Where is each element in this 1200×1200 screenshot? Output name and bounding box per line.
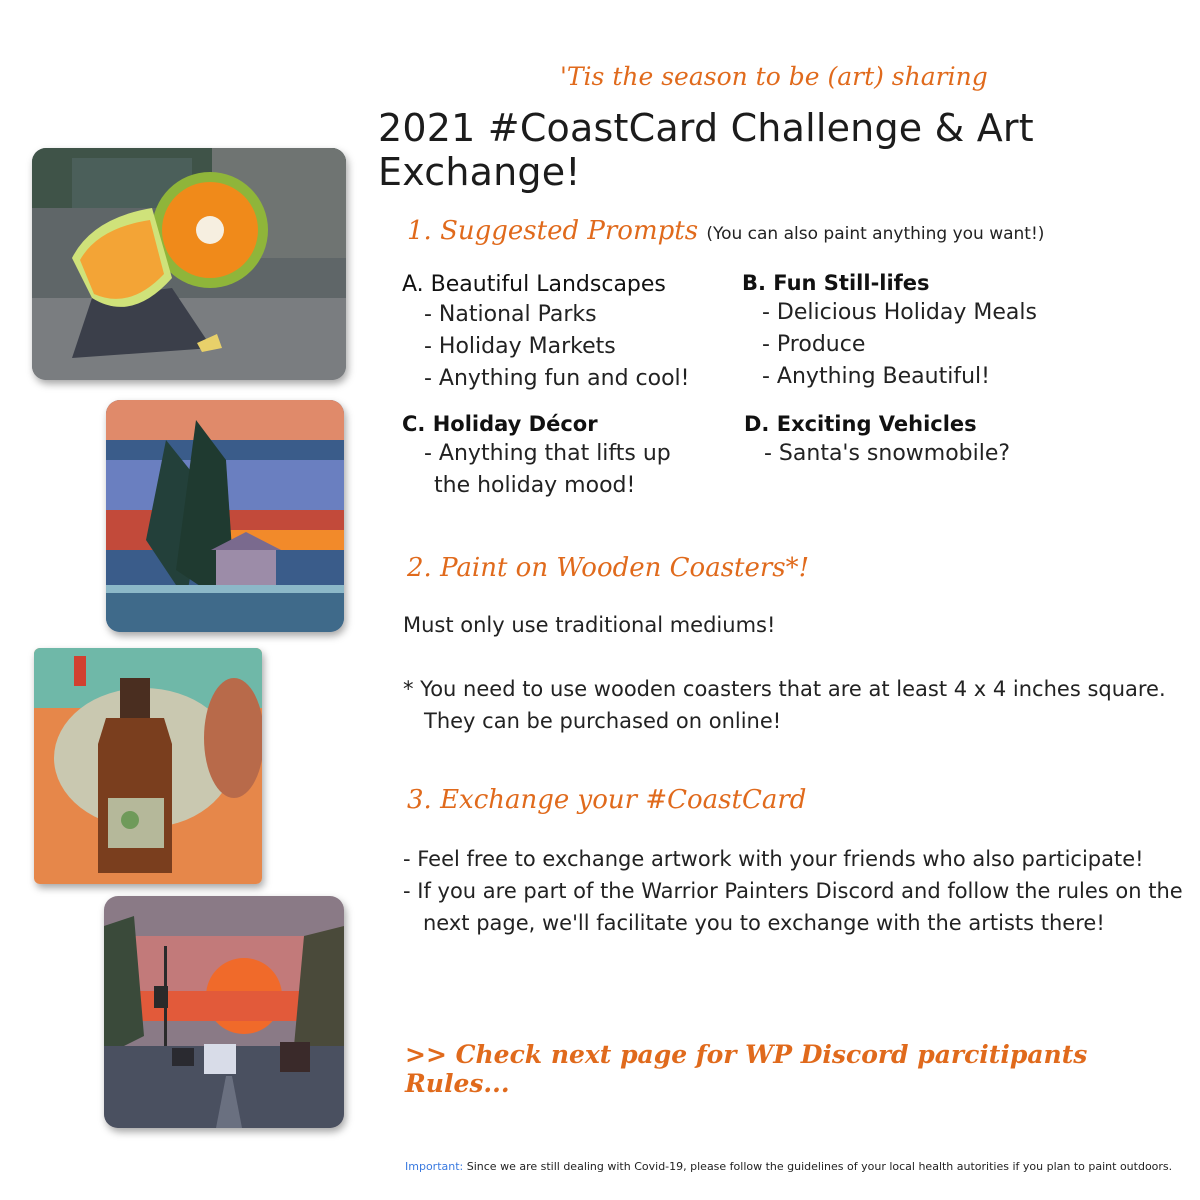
category-c-title: C. Holiday Décor — [402, 412, 598, 436]
footer-notice — [405, 1160, 1172, 1173]
section2-line1: Must only use traditional mediums! — [403, 613, 776, 637]
bottle-still-life-painting — [34, 648, 262, 884]
orange-slices-painting — [32, 148, 346, 380]
category-b-title: B. Fun Still-lifes — [742, 271, 930, 295]
coaster-orange-slices — [32, 148, 346, 380]
section1-heading — [407, 216, 1044, 246]
coaster-sunset-street — [104, 896, 344, 1128]
list-item: - National Parks — [424, 302, 597, 327]
section3-line3: next page, we'll facilitate you to exchange with the artists there! — [423, 911, 1105, 935]
category-a-title: A. Beautiful Landscapes — [402, 272, 666, 297]
list-item: - Anything Beautiful! — [762, 364, 990, 389]
list-item: - Holiday Markets — [424, 334, 616, 359]
category-b — [742, 271, 1037, 393]
category-d-title: D. Exciting Vehicles — [744, 412, 977, 436]
coaster-bottle-still-life — [34, 648, 262, 884]
section1-title: 1. Suggested Prompts — [407, 216, 699, 246]
list-item: - Anything fun and cool! — [424, 366, 690, 391]
coaster-sunset-trees — [106, 400, 344, 632]
section1-note: (You can also paint anything you want!) — [706, 224, 1045, 244]
footer-important-label: Important: — [405, 1160, 464, 1173]
category-a — [402, 272, 689, 395]
category-c — [402, 412, 671, 502]
page-title: 2021 #CoastCard Challenge & Art Exchange! — [378, 106, 1034, 194]
list-item: - Produce — [762, 332, 866, 357]
sunset-trees-painting — [106, 400, 344, 632]
list-item: - Santa's snowmobile? — [764, 441, 1011, 466]
section2-heading: 2. Paint on Wooden Coasters*! — [407, 553, 810, 583]
section3-line1: - Feel free to exchange artwork with your friends who also participate! — [403, 847, 1144, 871]
section2-line3: They can be purchased on online! — [424, 709, 782, 733]
section3-line2: - If you are part of the Warrior Painters Discord and follow the rules on the — [403, 879, 1183, 903]
section2-line2: * You need to use wooden coasters that are at least 4 x 4 inches square. — [403, 677, 1166, 701]
footer-text: Since we are still dealing with Covid-19, please follow the guidelines of your local health autorities if you plan to paint outdoors. — [466, 1160, 1173, 1173]
list-item: - Delicious Holiday Meals — [762, 300, 1037, 325]
list-item: the holiday mood! — [434, 473, 636, 498]
section3-heading: 3. Exchange your #CoastCard — [407, 785, 807, 815]
sunset-street-painting — [104, 896, 344, 1128]
tagline: 'Tis the season to be (art) sharing — [560, 62, 988, 91]
list-item: - Anything that lifts up — [424, 441, 671, 466]
next-page-callout: >> Check next page for WP Discord parcitipants Rules... — [405, 1040, 1088, 1098]
category-d — [744, 412, 1010, 470]
